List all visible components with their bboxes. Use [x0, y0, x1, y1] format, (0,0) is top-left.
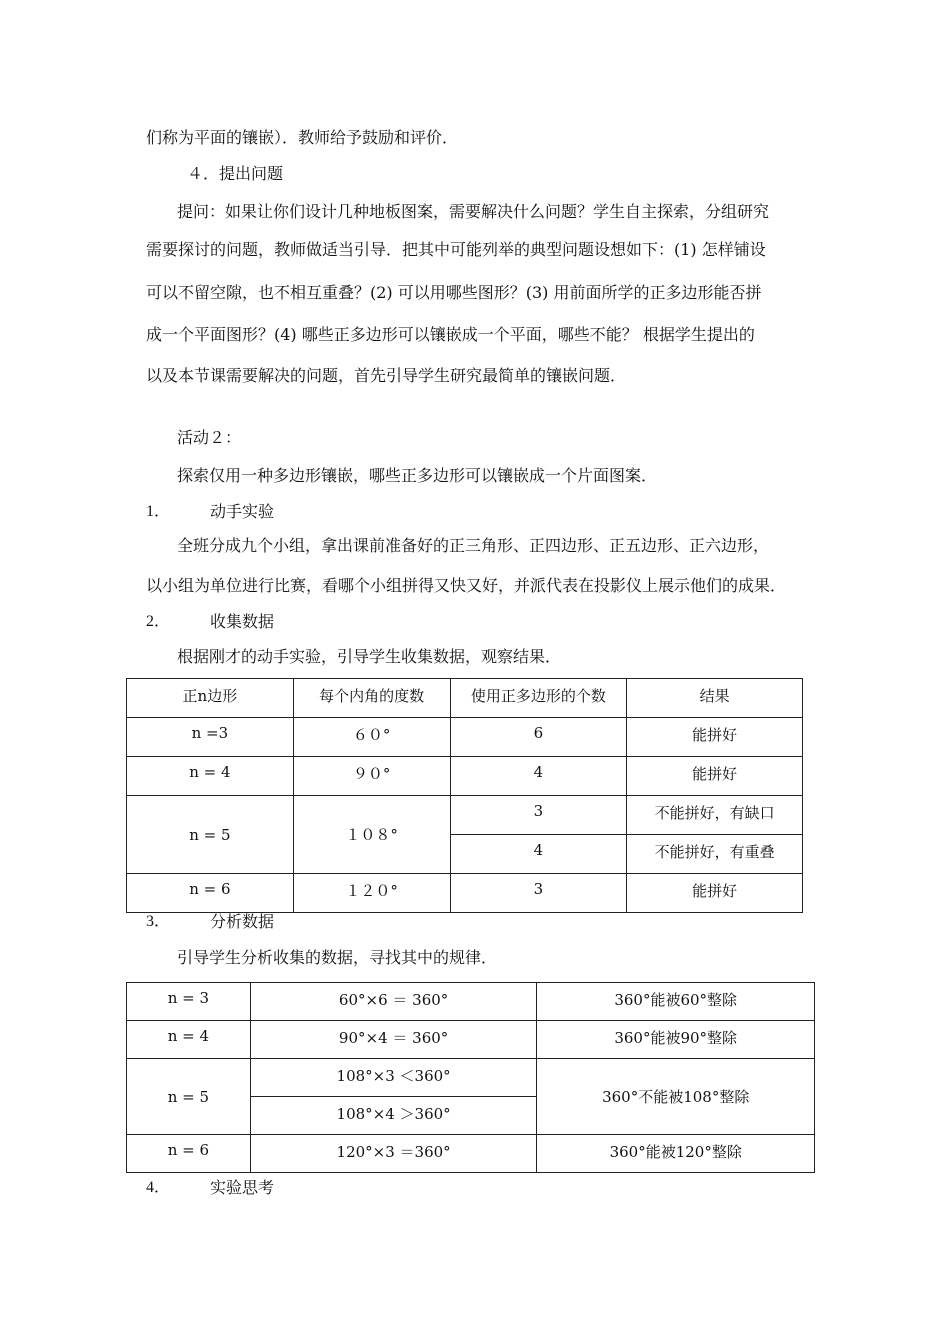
table-header-cell: 每个内角的度数: [293, 679, 450, 718]
table-header-row: [127, 679, 803, 718]
section-2-number: 2．: [146, 613, 171, 630]
section-2-title: 收集数据: [210, 612, 275, 631]
table-row: [127, 757, 803, 796]
table-cell: 4: [450, 757, 627, 796]
section-4-title: 实验思考: [210, 1178, 275, 1197]
section-3-line: 引导学生分析收集的数据，寻找其中的规律．: [177, 948, 498, 967]
table-cell: １０８°: [293, 796, 450, 874]
question-line-4: 成一个平面图形？(4) 哪些正多边形可以镶嵌成一个平面，哪些不能？ 根据学生提出的: [146, 325, 755, 344]
table-cell: n =3: [127, 718, 294, 757]
table-header-cell: 正n边形: [127, 679, 294, 718]
table-cell: 3: [450, 796, 627, 835]
table-cell: 能拼好: [627, 718, 803, 757]
section-3-title: 分析数据: [210, 912, 275, 931]
table-cell: 能拼好: [627, 757, 803, 796]
table-cell: 360°不能被108°整除: [537, 1059, 815, 1135]
table-cell: 360°能被90°整除: [537, 1021, 815, 1059]
table-cell: 不能拼好，有重叠: [627, 835, 803, 874]
question-line-5: 以及本节课需要解决的问题，首先引导学生研究最简单的镶嵌问题．: [146, 366, 627, 385]
table-cell: 6: [450, 718, 627, 757]
table-header-cell: 使用正多边形的个数: [450, 679, 627, 718]
table-cell: n = 5: [127, 1059, 251, 1135]
section-1-title: 动手实验: [210, 502, 275, 521]
table-header-cell: 结果: [627, 679, 803, 718]
table-cell: 120°×3 ＝360°: [250, 1135, 537, 1173]
table-row: [127, 796, 803, 835]
table-cell: n = 6: [127, 874, 294, 913]
table-cell: 60°×6 ＝ 360°: [250, 983, 537, 1021]
table-cell: n = 5: [127, 796, 294, 874]
paragraph-continuation: 们称为平面的镶嵌）．教师给予鼓励和评价．: [146, 128, 459, 147]
table-row: [127, 983, 815, 1021]
table-row: [127, 1059, 815, 1097]
table-row: [127, 718, 803, 757]
table-cell: 108°×4 ＞360°: [250, 1097, 537, 1135]
table-cell: 能拼好: [627, 874, 803, 913]
table-cell: n = 4: [127, 1021, 251, 1059]
table-cell: 3: [450, 874, 627, 913]
table-row: [127, 1021, 815, 1059]
section-1-number: 1．: [146, 503, 171, 520]
table-row: [127, 874, 803, 913]
activity-2-label: 活动２：: [177, 428, 242, 447]
section-1-line-1: 全班分成九个小组，拿出课前准备好的正三角形、正四边形、正五边形、正六边形，: [177, 536, 770, 555]
section-2-line: 根据刚才的动手实验，引导学生收集数据，观察结果．: [177, 647, 562, 666]
collect-data-table: [126, 678, 803, 913]
analyze-data-table: [126, 982, 815, 1173]
section-4-number: 4．: [146, 1179, 171, 1196]
question-line-2: 需要探讨的问题，教师做适当引导．把其中可能列举的典型问题设想如下：(1) 怎样铺设: [146, 240, 766, 259]
table-cell: １２０°: [293, 874, 450, 913]
table-cell: n = 6: [127, 1135, 251, 1173]
table-cell: n = 3: [127, 983, 251, 1021]
table-cell: 不能拼好，有缺口: [627, 796, 803, 835]
question-line-3: 可以不留空隙，也不相互重叠？(2) 可以用哪些图形？(3) 用前面所学的正多边形能否拼: [146, 283, 762, 302]
section-1-line-2: 以小组为单位进行比赛，看哪个小组拼得又快又好，并派代表在投影仪上展示他们的成果．: [146, 576, 787, 595]
explore-statement: 探索仅用一种多边形镶嵌，哪些正多边形可以镶嵌成一个片面图案．: [177, 466, 658, 485]
table-cell: 108°×3 ＜360°: [250, 1059, 537, 1097]
question-line-1: 提问：如果让你们设计几种地板图案，需要解决什么问题？学生自主探索，分组研究: [177, 202, 770, 221]
table-cell: ６０°: [293, 718, 450, 757]
section-3-number: 3．: [146, 913, 171, 930]
table-row: [127, 1135, 815, 1173]
heading-raise-question: ４．提出问题: [187, 164, 284, 183]
table-cell: 90°×4 ＝ 360°: [250, 1021, 537, 1059]
table-cell: 360°能被60°整除: [537, 983, 815, 1021]
table-cell: n = 4: [127, 757, 294, 796]
table-cell: 4: [450, 835, 627, 874]
table-cell: ９０°: [293, 757, 450, 796]
table-cell: 360°能被120°整除: [537, 1135, 815, 1173]
